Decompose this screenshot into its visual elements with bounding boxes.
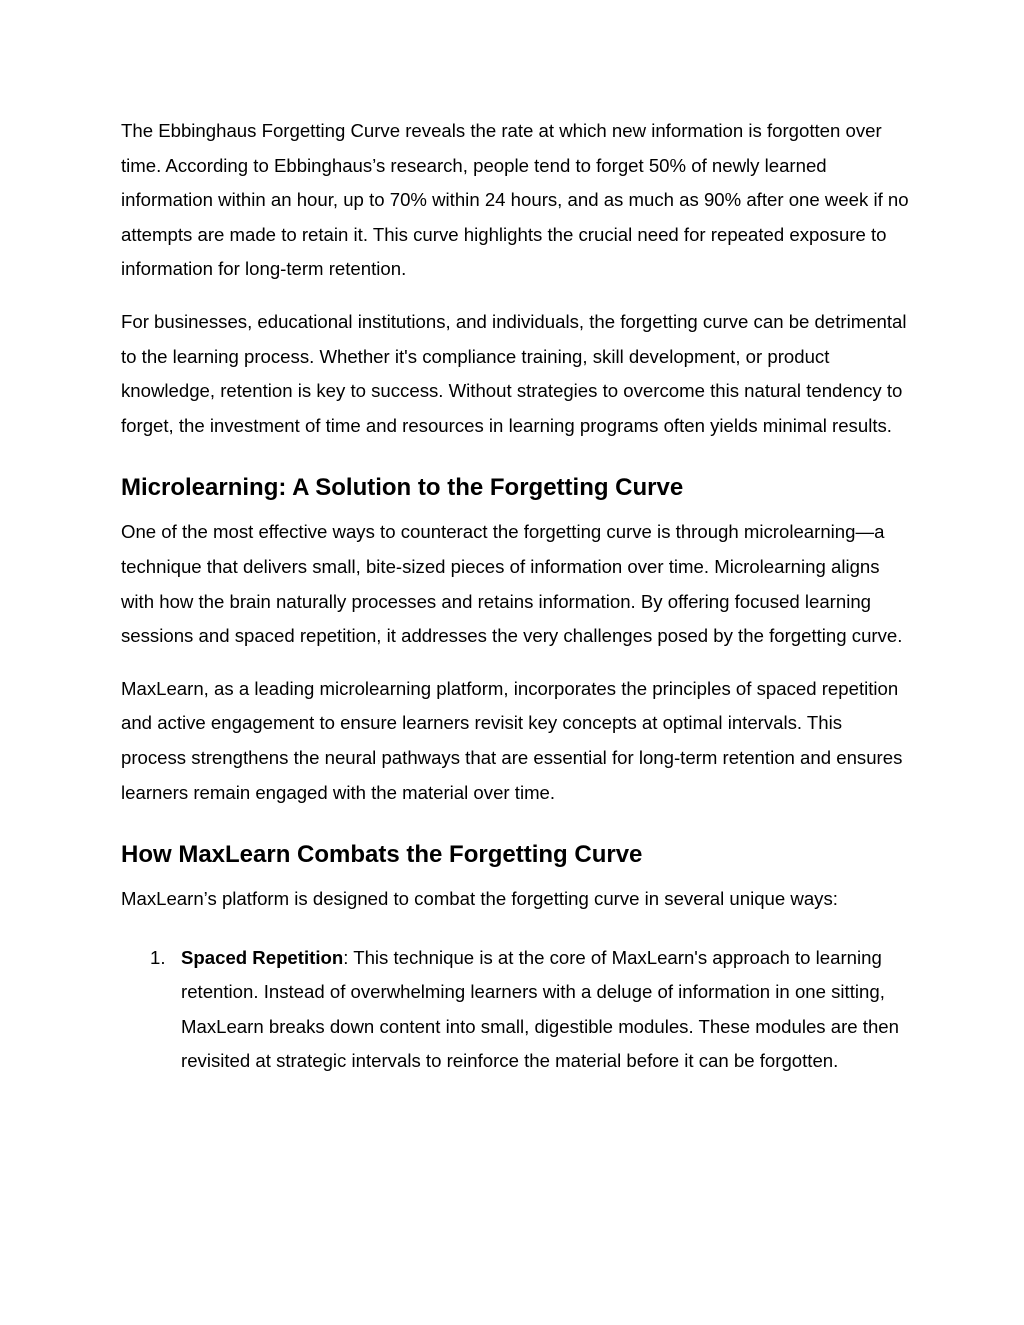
intro-paragraph-1: The Ebbinghaus Forgetting Curve reveals the rate at which new information is forgotten over time. According to Ebbinghaus’s research, people tend to forget 50% of newly learned information within an hour, up to 70% within 24 hours, and as much as 90% after one week if no attempts are made to retain it. This curve highlights the crucial need for repeated exposure to information for long-term retention. <box>121 120 909 280</box>
list-item-term: Spaced Repetition <box>181 946 344 968</box>
microlearning-paragraph-2: MaxLearn, as a leading microlearning platform, incorporates the principles of spaced repetition and active engagement to ensure learners revisit key concepts at optimal intervals. This process strengthens the neural pathways that are essential for long-term retention and ensures learners remain engaged with the material over time. <box>121 677 903 803</box>
intro-paragraph-2: For businesses, educational institutions, and individuals, the forgetting curve can be detrimental to the learning process. Whether it's compliance training, skill development, or product knowledge, retention is key to success. Without strategies to overcome this natural tendency to forget, the investment of time and resources in learning programs often yields minimal results. <box>121 310 907 436</box>
list-item <box>121 941 911 1079</box>
maxlearn-feature-list <box>121 941 911 1079</box>
microlearning-heading: Microlearning: A Solution to the Forgetting Curve <box>121 474 684 502</box>
maxlearn-intro-paragraph: MaxLearn’s platform is designed to combat the forgetting curve in several unique ways: <box>121 888 838 910</box>
microlearning-paragraph-1: One of the most effective ways to counteract the forgetting curve is through microlearning—a technique that delivers small, bite-sized pieces of information over time. Microlearning aligns with how the brain naturally processes and retains information. By offering focused learning sessions and spaced repetition, it addresses the very challenges posed by the forgetting curve. <box>121 521 903 647</box>
document-page <box>121 114 911 1079</box>
list-item-number: 1. <box>150 946 166 968</box>
maxlearn-heading: How MaxLearn Combats the Forgetting Curve <box>121 841 643 869</box>
list-item-text: : This technique is at the core of MaxLearn's approach to learning retention. Instead of overwhelming learners with a deluge of information in one sitting, MaxLearn breaks down content into small, digestible modules. These modules are then revisited at strategic intervals to reinforce the material before it can be forgotten. <box>181 946 899 1072</box>
